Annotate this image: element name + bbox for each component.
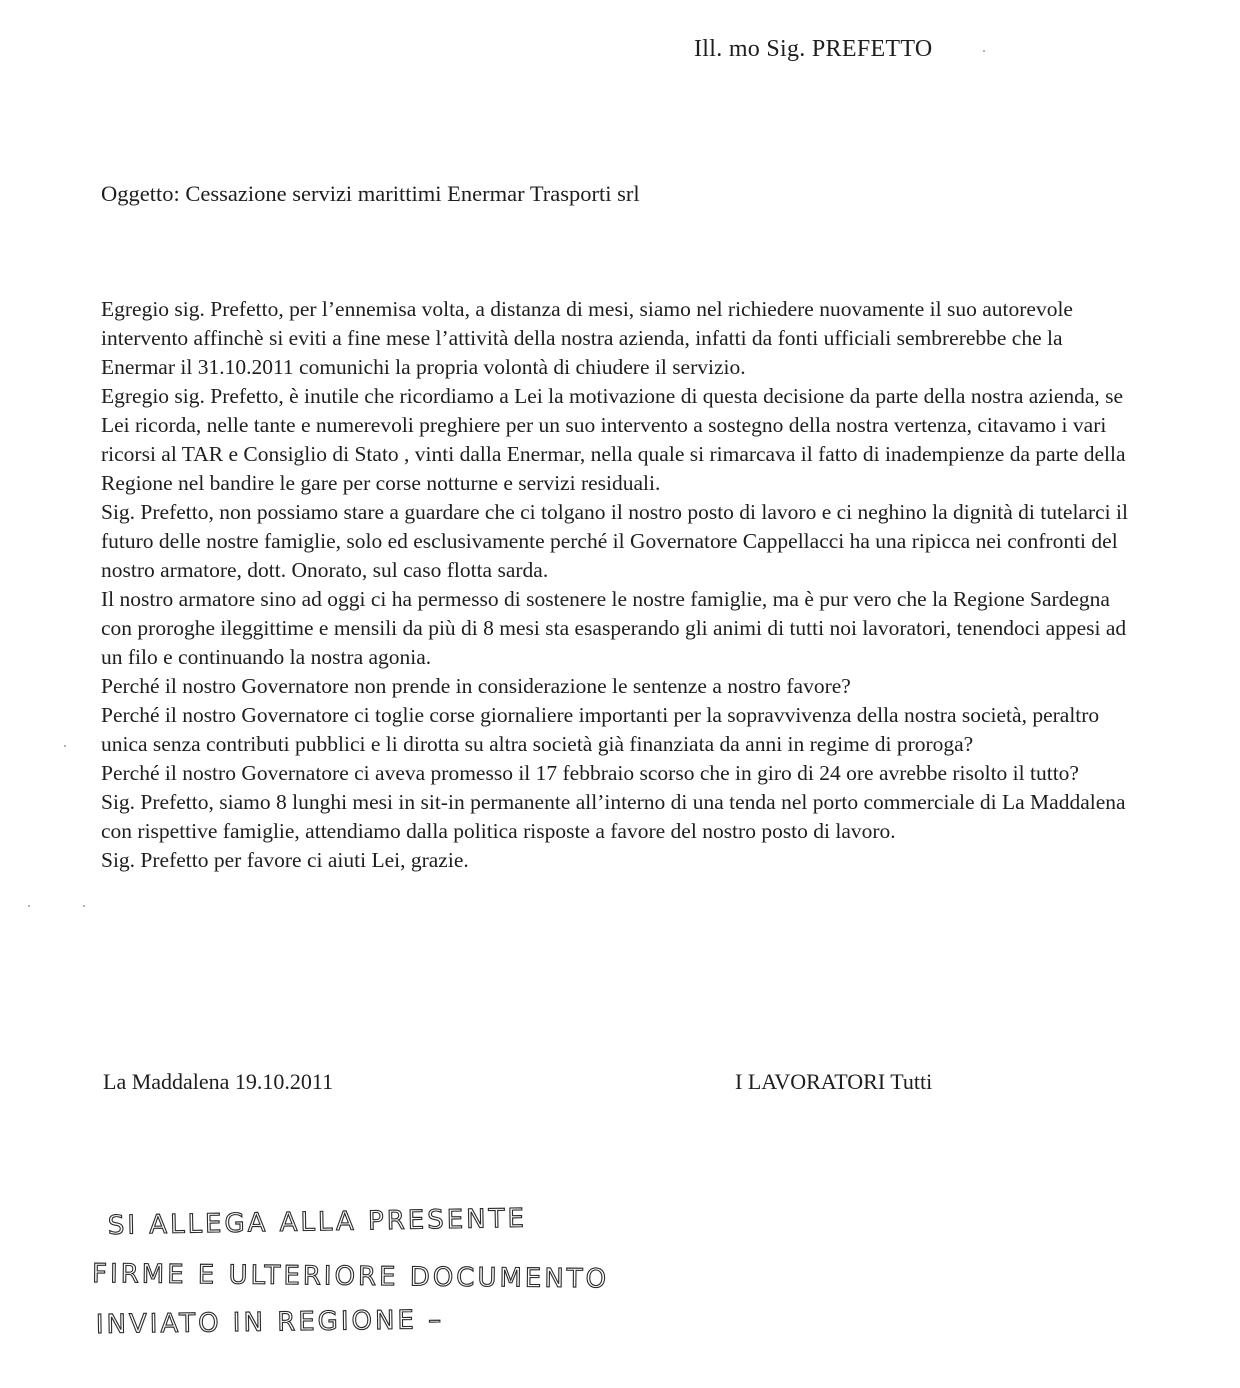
handwritten-line: SI ALLEGA ALLA PRESENTE bbox=[107, 1203, 528, 1241]
handwritten-line: FIRME E ULTERIORE DOCUMENTO bbox=[91, 1259, 610, 1295]
scan-speck bbox=[28, 905, 30, 907]
place-and-date: La Maddalena 19.10.2011 bbox=[103, 1069, 334, 1094]
handwritten-note-svg bbox=[88, 1200, 708, 1350]
paragraph: Sig. Prefetto, non possiamo stare a guardare che ci tolgano il nostro posto di lavoro e ci neghino la dignità di tutelarci il futuro delle nostre famiglie, solo ed esclusivamente perché il Governatore Cappellacci ha una ripicca nei confronti del nostro armatore, dott. Onorato, sul caso flotta sarda. bbox=[101, 500, 1128, 582]
subject-line: Oggetto: Cessazione servizi marittimi Enermar Trasporti srl bbox=[101, 181, 640, 206]
paragraph: Egregio sig. Prefetto, è inutile che ricordiamo a Lei la motivazione di questa decisione da parte della nostra azienda, se Lei ricorda, nelle tante e numerevoli preghiere per un suo intervento a sostegno della nostra vertenza, citavamo i vari ricorsi al TAR e Consiglio di Stato , vinti dalla Enermar, nella quale si rimarcava il fatto di inadempienze da parte della Regione nel bandire le gare per corse notturne e servizi residuali. bbox=[101, 384, 1126, 495]
letter-body bbox=[101, 295, 1131, 875]
handwritten-line: INVIATO IN REGIONE – bbox=[95, 1305, 445, 1340]
paragraph: Perché il nostro Governatore ci toglie corse giornaliere importanti per la sopravvivenza della nostra società, peraltro unica senza contributi pubblici e li dirotta su altra società già finanziata da anni in regime di proroga? bbox=[101, 703, 1100, 756]
addressee: Ill. mo Sig. PREFETTO bbox=[694, 36, 933, 62]
paragraph: Sig. Prefetto, siamo 8 lunghi mesi in sit-in permanente all’interno di una tenda nel porto commerciale di La Maddalena con rispettive famiglie, attendiamo dalla politica risposte a favore del nostro posto di lavoro. bbox=[101, 790, 1126, 843]
paragraph: Egregio sig. Prefetto, per l’ennemisa volta, a distanza di mesi, siamo nel richiedere nuovamente il suo autorevole intervento affinchè si eviti a fine mese l’attività della nostra azienda, infatti da fonti ufficiali sembrerebbe che la Enermar il 31.10.2011 comunichi la propria volontà di chiudere il servizio. bbox=[101, 297, 1073, 379]
signature-line: I LAVORATORI Tutti bbox=[735, 1069, 933, 1094]
scan-speck bbox=[983, 50, 985, 52]
paragraph: Perché il nostro Governatore ci aveva promesso il 17 febbraio scorso che in giro di 24 ore avrebbe risolto il tutto? bbox=[101, 761, 1079, 785]
handwritten-note bbox=[88, 1200, 708, 1350]
scan-speck bbox=[83, 905, 85, 907]
paragraph: Sig. Prefetto per favore ci aiuti Lei, grazie. bbox=[101, 848, 469, 872]
paragraph: Perché il nostro Governatore non prende in considerazione le sentenze a nostro favore? bbox=[101, 674, 851, 698]
scan-speck bbox=[64, 745, 66, 747]
paragraph: Il nostro armatore sino ad oggi ci ha permesso di sostenere le nostre famiglie, ma è pur vero che la Regione Sardegna con proroghe ileggittime e mensili da più di 8 mesi sta esasperando gli animi di tutti noi lavoratori, tenendoci appesi ad un filo e continuando la nostra agonia. bbox=[101, 587, 1127, 669]
